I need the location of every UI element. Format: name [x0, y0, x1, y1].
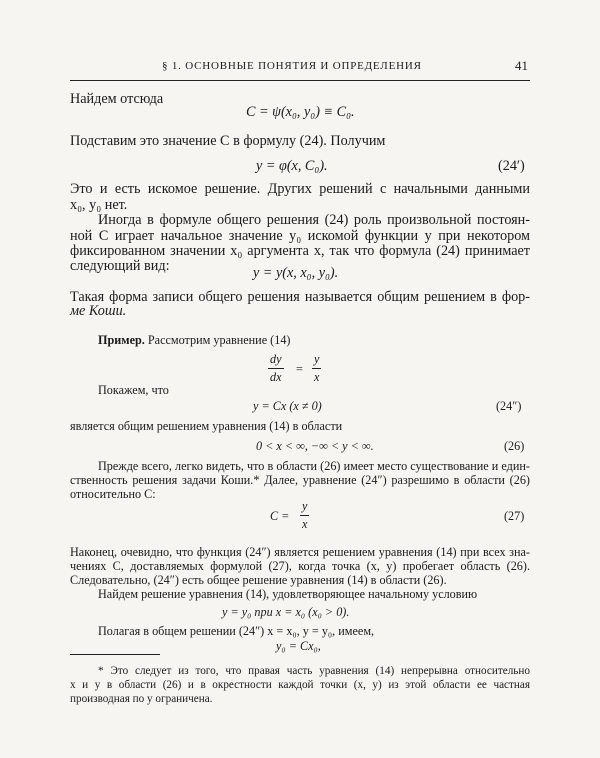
equation: C = ψ(x₀, y₀) ≡ C₀.	[246, 104, 355, 120]
fraction-denominator: x	[314, 370, 320, 384]
header-title: § 1. ОСНОВНЫЕ ПОНЯТИЯ И ОПРЕДЕЛЕНИЯ	[162, 60, 422, 72]
text-line: Подставим это значение C в формулу (24). Получим	[70, 133, 386, 149]
text-line: Покажем, что	[98, 383, 169, 397]
text-line: Следовательно, (24″) есть общее решение уравнения (14) в области (26).	[70, 573, 447, 587]
text-line: Иногда в формуле общего решения (24) роль произвольной постоян-	[98, 212, 530, 228]
equation: y = Cx (x ≠ 0)	[253, 399, 322, 413]
fraction-y-x	[312, 352, 321, 385]
equation: y₀ = Cx₀,	[276, 639, 321, 653]
footnote-line: x и y в области (26) и в окрестности каждой точки (x, y) из этой области ее частная	[70, 679, 530, 691]
text-line: Найдем решение уравнения (14), удовлетворяющее начальному условию	[98, 587, 478, 601]
equation-number: (24″)	[496, 399, 522, 413]
text-line: Наконец, очевидно, что функция (24″) является решением уравнения (14) при всех зна-	[70, 545, 530, 559]
equation-number: (24′)	[498, 158, 525, 174]
footnote-line: производная по y ограничена.	[70, 693, 213, 705]
text-line: относительно C:	[70, 487, 156, 501]
text-line: Это и есть искомое решение. Других решений с начальными данными	[70, 181, 530, 197]
fraction-numerator: dy	[268, 352, 284, 369]
equation: y = y₀ при x = x₀ (x₀ > 0).	[222, 605, 350, 619]
equation-number: (26)	[504, 439, 525, 453]
text-line: фиксированном значении x₀ аргумента x, так что формула (24) принимает	[70, 243, 530, 259]
fraction-numerator: y	[300, 499, 309, 516]
text-line: Полагая в общем решении (24″) x = x₀, y = y₀, имеем,	[98, 624, 375, 638]
text-line: следующий вид:	[70, 258, 170, 274]
equation: 0 < x < ∞, −∞ < y < ∞.	[256, 439, 374, 453]
text-line: Найдем отсюда	[70, 91, 164, 107]
equation: y = y(x, x₀, y₀).	[253, 265, 339, 281]
running-header	[70, 58, 530, 81]
text-line: Такая форма записи общего решения называется общим решением в фор-	[70, 289, 530, 305]
equals-sign: =	[296, 362, 303, 376]
example-label: Пример.	[98, 333, 145, 347]
fraction-dy-dx	[268, 352, 284, 385]
equation: C =	[270, 509, 290, 523]
example-heading	[98, 333, 290, 348]
text-line: x₀, y₀ нет.	[70, 197, 128, 213]
text-line: ме Коши.	[70, 303, 127, 319]
text-line: ственность решения задачи Коши.* Далее, уравнение (24″) разрешимо в области (26)	[70, 473, 530, 487]
text-line: ной C играет начальное значение y₀ искомой функции y при некотором	[70, 228, 530, 244]
fraction-numerator: y	[312, 352, 321, 369]
footnote-line: * Это следует из того, что правая часть уравнения (14) непрерывна относительно	[98, 665, 530, 677]
footnote-rule	[70, 654, 160, 655]
equation-number: (27)	[504, 509, 525, 523]
fraction-y-x	[300, 499, 309, 532]
example-intro: Рассмотрим уравнение (14)	[147, 333, 291, 347]
text-line: Прежде всего, легко видеть, что в области (26) имеет место существование и един-	[98, 459, 530, 473]
page-number: 41	[515, 58, 528, 73]
fraction-denominator: dx	[270, 370, 282, 384]
text-line: является общим решением уравнения (14) в области	[70, 419, 343, 433]
fraction-denominator: x	[302, 517, 308, 531]
text-line: чениях C, доставляемых формулой (27), когда точка (x, y) пробегает область (26).	[70, 559, 530, 573]
equation: y = φ(x, C₀).	[256, 158, 328, 174]
